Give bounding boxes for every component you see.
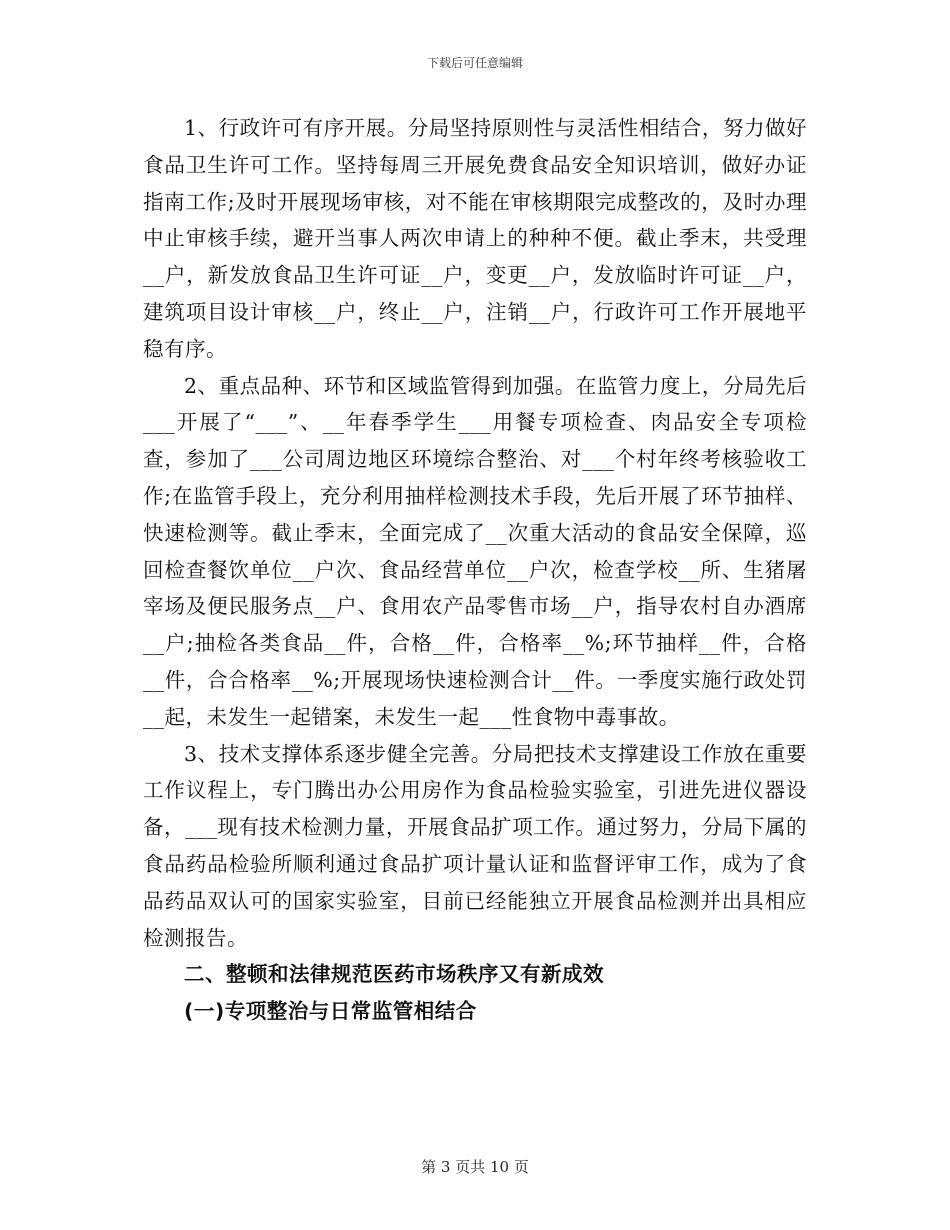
paragraph-technical-support: 3、技术支撑体系逐步健全完善。分局把技术支撑建设工作放在重要工作议程上，专门腾出办公用房作为食品检验实验室，引进先进仪器设备，___现有技术检测力量，开展食品扩项工作。通过努力，分局下属的食品药品检验所顺利通过食品扩项计量认证和监督评审工作，成为了食品药品双认可的国家实验室，目前已经能独立开展食品检测并出具相应检测报告。 <box>143 741 807 950</box>
document-body <box>143 110 807 1030</box>
page-number: 第 3 页共 10 页 <box>421 1158 529 1176</box>
section-heading: 二、整顿和法律规范医药市场秩序又有新成效 <box>184 962 604 987</box>
page-header-note: 下载后可任意编辑 <box>426 56 523 70</box>
paragraph-administrative-licensing: 1、行政许可有序开展。分局坚持原则性与灵活性相结合，努力做好食品卫生许可工作。坚持每周三开展免费食品安全知识培训，做好办证指南工作;及时开展现场审核，对不能在审核期限完成整改的，及时办理中止审核手续，避开当事人两次申请上的种种不便。截止季末，共受理__户，新发放食品卫生许可证__户，变更__户，发放临时许可证__户，建筑项目设计审核__户，终止__户，注销__户，行政许可工作开展地平稳有序。 <box>143 116 807 361</box>
subsection-heading: (一)专项整治与日常监管相结合 <box>184 999 477 1024</box>
paragraph-key-supervision: 2、重点品种、环节和区域监管得到加强。在监管力度上，分局先后___开展了“___”、__年春季学生___用餐专项检查、肉品安全专项检查，参加了___公司周边地区环境综合整治、对___个村年终考核验收工作;在监管手段上，充分利用抽样检测技术手段，先后开展了环节抽样、快速检测等。截止季末，全面完成了__次重大活动的食品安全保障，巡回检查餐饮单位__户次、食品经营单位__户次，检查学校__所、生猪屠宰场及便民服务点__户、食用农产品零售市场__户，指导农村自办酒席__户;抽检各类食品__件，合格__件，合格率__%;环节抽样__件，合格__件，合合格率__%;开展现场快速检测合计__件。一季度实施行政处罚__起，未发生一起错案，未发生一起___性食物中毒事故。 <box>143 373 807 729</box>
